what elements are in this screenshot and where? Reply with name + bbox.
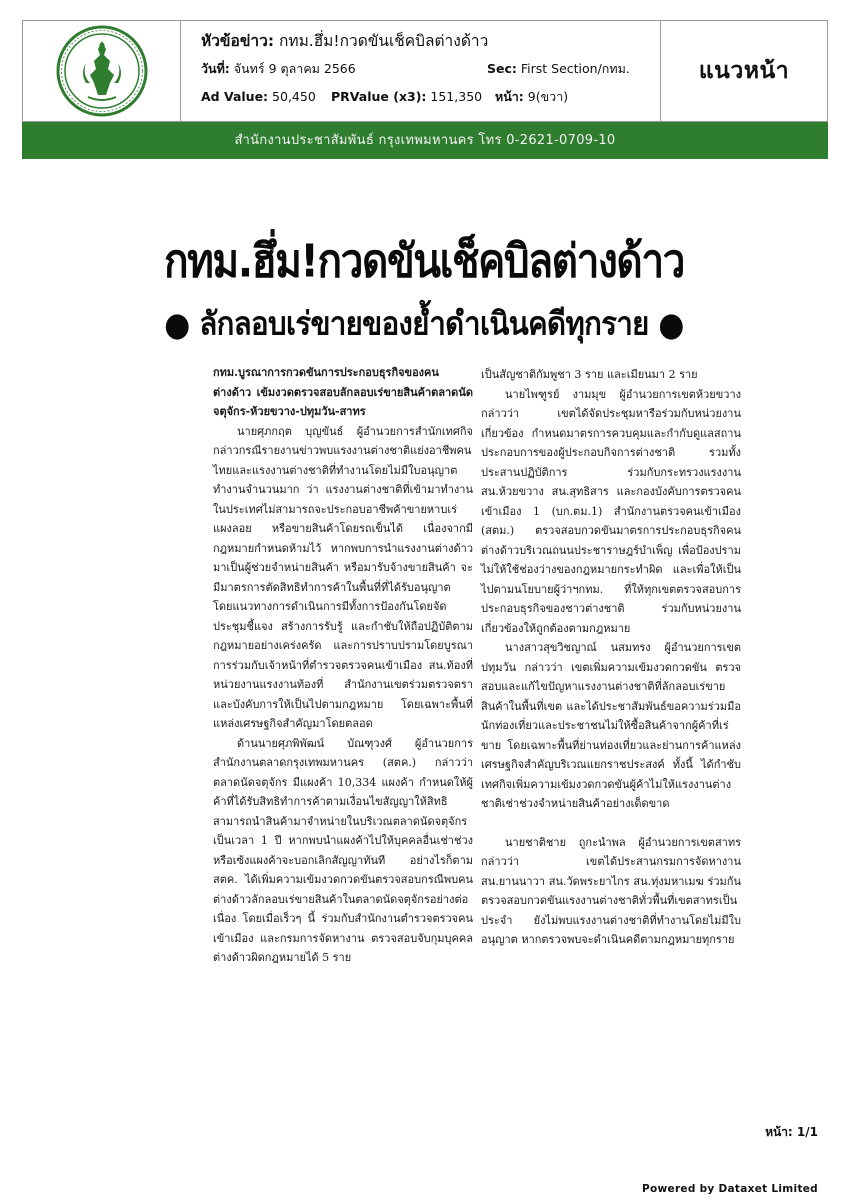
article-column-2	[481, 365, 741, 950]
sec-label: Sec:	[487, 61, 517, 76]
clipping-header	[22, 20, 828, 122]
page-value: 9(ขวา)	[527, 89, 569, 104]
article-column-1	[213, 363, 473, 968]
powered-by: Powered by Dataxet Limited	[642, 1183, 818, 1195]
pr-value-label: PRValue (x3):	[331, 89, 427, 104]
article-title: กทม.ฮึ่ม!กวดขันเช็คบิลต่างด้าว	[163, 233, 685, 288]
subtitle-text: ลักลอบเร่ขายของย้ำดำเนินคดีทุกราย	[199, 304, 649, 343]
article-paragraph: นายไพฑูรย์ งามมุข ผู้อำนวยการเขตห้วยขวาง กล่าวว่า เขตได้จัดประชุมหารือร่วมกับหน่วยงานเกี่ยวข้อง กำหนดมาตรการควบคุมและกำกับดูแลสถานประกอบการของผู้ประกอบกิจการต่างชาติ รวมทั้งประสานปฏิบัติการ ร่วมกับกระทรวงแรงงาน สน.ห้วยขวาง สน.สุทธิสาร และกองบังคับการตรวจคนเข้าเมือง 1 (บก.ตม.1) สำนักงานตรวจคนเข้าเมือง (สตม.) ตรวจสอบกวดขันมาตรการประกอบธุรกิจคนต่างด้าวบริเวณถนนประชาราษฎร์บำเพ็ญ เพื่อป้องปรามไม่ให้ใช้ช่องว่างของกฎหมายกระทำผิด และเพื่อให้เป็นไปตามนโยบายผู้ว่าฯกทม. ที่ให้ทุกเขตตรวจสอบการประกอบธุรกิจของชาวต่างชาติ ร่วมกับหน่วยงานเกี่ยวข้องให้ถูกต้องตามกฎหมาย	[481, 387, 741, 635]
page-label: หน้า:	[495, 89, 524, 104]
ad-value-label: Ad Value:	[201, 89, 269, 104]
headline-label: หัวข้อข่าว:	[201, 32, 275, 50]
sec-value: First Section/กทม.	[520, 61, 630, 76]
publication-name: แนวหน้า	[698, 58, 790, 84]
value-row	[201, 89, 660, 105]
section-field	[487, 61, 630, 77]
bullet-left-icon: ●	[164, 305, 190, 345]
article-subtitle	[0, 296, 848, 353]
article-paragraph: นางสาวสุขวิชญาณ์ นสมทรง ผู้อำนวยการเขตปทุมวัน กล่าวว่า เขตเพิ่มความเข้มงวดกวดขัน ตรวจสอบและแก้ไขปัญหาแรงงานต่างชาติที่ลักลอบเร่ขายสินค้าในพื้นที่เขต และได้ประชาสัมพันธ์ขอความร่วมมือนักท่องเที่ยวและประชาชนไม่ให้ซื้อสินค้าจากผู้ค้าที่เร่ขาย โดยเฉพาะพื้นที่ย่านท่องเที่ยวและย่านการค้าแหล่งเศรษฐกิจสำคัญบริเวณแยกราชประสงค์ ทั้งนี้ ได้กำชับเทศกิจเพิ่มความเข้มงวดกวดขันผู้ค้าไม่ให้แรงงานต่างชาติเช่าช่วงจำหน่ายสินค้าอย่างเด็ดขาด	[481, 641, 741, 810]
article-lead: กทม.บูรณาการกวดขันการประกอบธุรกิจของคนต่างด้าว เข้มงวดตรวจสอบลักลอบเร่ขายสินค้าตลาดนัดจตุจักร-ห้วยขวาง-ปทุมวัน-สาทร	[213, 366, 473, 418]
article-paragraph: ด้านนายศุภพิพัฒน์ บัณฑุวงศ์ ผู้อำนวยการสำนักงานตลาดกรุงเทพมหานคร (สตค.) กล่าวว่า ตลาดนัดจตุจักร มีแผงค้า 10,334 แผงค้า กำหนดให้ผู้ค้าที่ได้รับสิทธิทำการค้าตามเงื่อนไขสัญญาให้สิทธิสามารถนำสินค้ามาจำหน่ายในบริเวณตลาดนัดจตุจักรเป็นเวลา 1 ปี หากพบนำแผงค้าไปให้บุคคลอื่นเช่าช่วง หรือเซ้งแผงค้าจะบอกเลิกสัญญาทันที อย่างไรก็ตาม สตค. ได้เพิ่มความเข้มงวดกวดขันตรวจสอบกรณีพบคนต่างด้าวลักลอบเร่ขายสินค้าในตลาดนัดจตุจักรอย่างต่อเนื่อง โดยเมื่อเร็วๆ นี้ ร่วมกับสำนักงานตำรวจตรวจคนเข้าเมือง และกรมการจัดหางาน ตรวจสอบจับกุมบุคคลต่างด้าวผิดกฎหมายได้ 5 ราย	[213, 736, 473, 964]
date-value: จันทร์ 9 ตุลาคม 2566	[233, 61, 356, 76]
bullet-right-icon: ●	[658, 305, 684, 345]
publication-cell	[661, 21, 827, 121]
article-paragraph: นายชาติชาย ถูกะนำพล ผู้อำนวยการเขตสาทร กล่าวว่า เขตได้ประสานกรมการจัดหางาน สน.ยานนาวา สน.วัดพระยาไกร สน.ทุ่งมหาเมฆ ร่วมกันตรวจสอบกวดขันแรงงานต่างชาติทั่วพื้นที่เขตสาทรเป็นประจำ ยังไม่พบแรงงานต่างชาติที่ทำงานโดยไม่มีใบอนุญาต หากตรวจพบจะดำเนินคดีตามกฎหมายทุกราย	[481, 835, 741, 946]
page-field	[495, 89, 568, 105]
page-count: หน้า: 1/1	[765, 1125, 818, 1139]
pr-office-banner: สำนักงานประชาสัมพันธ์ กรุงเทพมหานคร โทร 0-2621-0709-10	[22, 122, 828, 159]
date-label: วันที่:	[201, 61, 230, 76]
headline-value: กทม.ฮึ่ม!กวดขันเช็คบิลต่างด้าว	[278, 32, 489, 50]
date-row	[201, 61, 660, 77]
article-paragraph: นายศุภกฤต บุญขันธ์ ผู้อำนวยการสำนักเทศกิจ กล่าวกรณีรายงานข่าวพบแรงงานต่างชาติแย่งอาชีพคนไทยและแรงงานต่างชาติที่ทำงานโดยไม่มีใบอนุญาตทำงานจำนวนมาก ว่า แรงงานต่างชาติที่เข้ามาทำงานในประเทศไม่สามารถจะประกอบอาชีพค้าขายหาบเร่แผงลอย หรือขายสินค้าโดยรถเข็นได้ เนื่องจากมีกฎหมายกำหนดห้ามไว้ หากพบการนำแรงงานต่างด้าวมาเป็นผู้ช่วยจำหน่ายสินค้า หรือมารับจ้างขายสินค้า จะมีมาตรการตัดสิทธิทำการค้าในพื้นที่ที่ได้รับอนุญาต โดยแนวทางการดำเนินการมีทั้งการป้องกันโดยจัดประชุมชี้แจง สร้างการรับรู้ และกำชับให้ถือปฏิบัติตามกฎหมายอย่างเคร่งครัด และการปราบปรามโดยบูรณาการร่วมกับเจ้าหน้าที่ตำรวจตรวจคนเข้าเมือง สน.ท้องที่ หน่วยงานแรงงานท้องที่ สำนักงานเขตร่วมตรวจตราและบังคับการให้เป็นไปตามกฎหมาย โดยเฉพาะพื้นที่แหล่งเศรษฐกิจสำคัญมาโดยตลอด	[213, 424, 473, 730]
pr-value: 151,350	[430, 89, 483, 104]
logo-cell	[23, 21, 181, 121]
clipping-meta	[181, 21, 661, 121]
ad-value: 50,450	[272, 89, 316, 104]
bangkok-metropolitan-seal-icon	[56, 25, 148, 117]
pr-value-field	[331, 89, 482, 105]
article-paragraph: เป็นสัญชาติกัมพูชา 3 ราย และเมียนมา 2 ราย	[481, 368, 698, 381]
headline-row	[201, 31, 660, 51]
